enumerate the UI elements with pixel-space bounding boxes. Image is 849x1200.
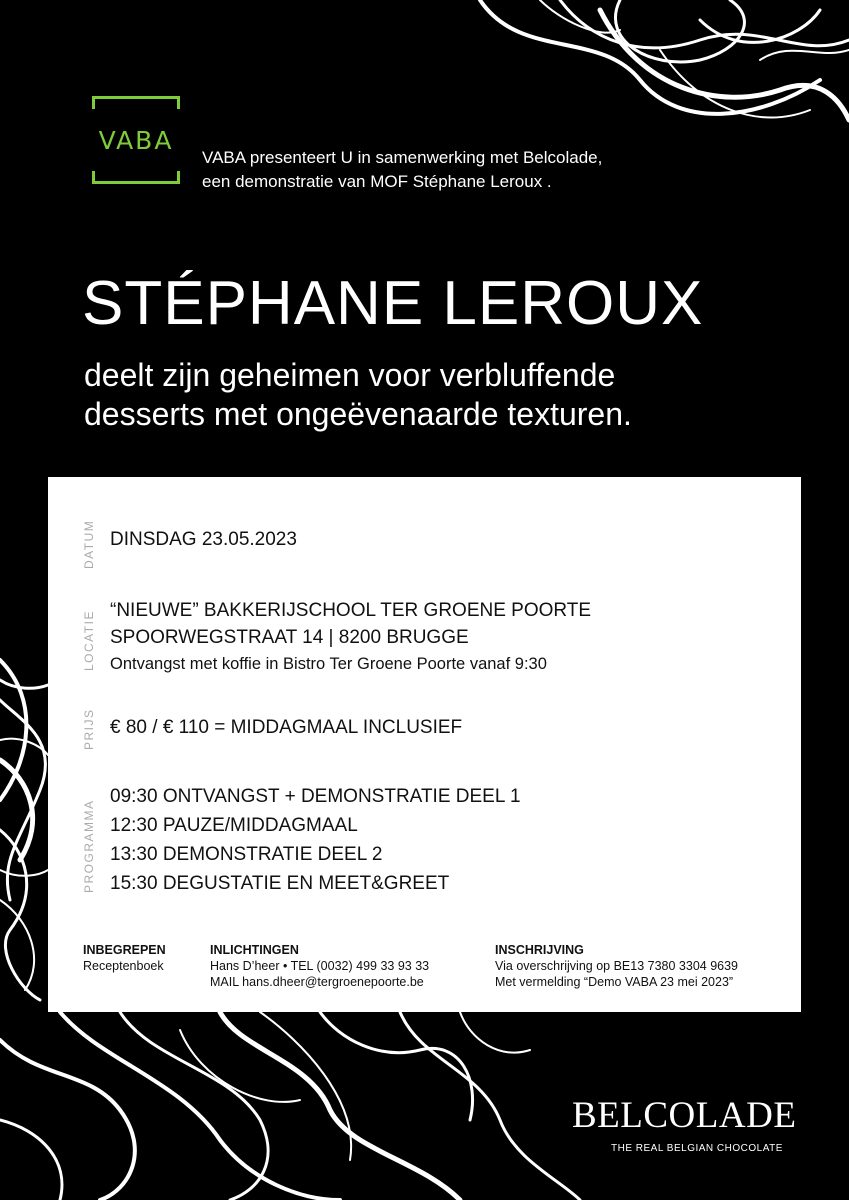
programma-item: 13:30 DEMONSTRATIE DEEL 2: [110, 844, 383, 865]
inlichtingen-title: INLICHTINGEN: [210, 943, 299, 957]
locatie-note: Ontvangst met koffie in Bistro Ter Groene Poorte vanaf 9:30: [110, 655, 547, 673]
inschrijving-line-1: Via overschrijving op BE13 7380 3304 9639: [495, 959, 738, 973]
prijs-label: PRIJS: [82, 708, 96, 750]
inbegrepen-title: INBEGREPEN: [83, 943, 166, 957]
footer-inlichtingen: [210, 942, 429, 990]
datum-value: DINSDAG 23.05.2023: [110, 529, 297, 550]
logo-frame-top: [92, 96, 180, 109]
headline: STÉPHANE LEROUX: [82, 269, 704, 338]
event-details-card: [48, 477, 801, 1012]
subheadline-line-2: desserts met ongeëvenaarde texturen.: [84, 396, 632, 432]
programma-label: PROGRAMMA: [82, 799, 96, 893]
inbegrepen-line-1: Receptenboek: [83, 959, 164, 973]
inlichtingen-line-1: Hans D’heer • TEL (0032) 499 33 93 33: [210, 959, 430, 973]
prijs-value: € 80 / € 110 = MIDDAGMAAL INCLUSIEF: [110, 717, 463, 738]
footer-inbegrepen: [83, 942, 166, 974]
subheadline: [84, 356, 632, 434]
datum-row: [110, 526, 297, 553]
datum-label: DATUM: [82, 519, 96, 569]
belcolade-tagline: THE REAL BELGIAN CHOCOLATE: [611, 1143, 783, 1154]
prijs-row: [110, 714, 462, 741]
logo-text: VABA: [98, 126, 174, 155]
programma-item: 09:30 ONTVANGST + DEMONSTRATIE DEEL 1: [110, 786, 521, 807]
locatie-line-1: “NIEUWE” BAKKERIJSCHOOL TER GROENE POORTE: [110, 600, 592, 621]
programma-item: 15:30 DEGUSTATIE EN MEET&GREET: [110, 873, 450, 894]
vaba-logo: [92, 96, 180, 184]
programma-item: 12:30 PAUZE/MIDDAGMAAL: [110, 815, 358, 836]
locatie-row: [110, 597, 591, 678]
inschrijving-line-2: Met vermelding “Demo VABA 23 mei 2023”: [495, 975, 734, 989]
intro-line-2: een demonstratie van MOF Stéphane Leroux .: [202, 172, 552, 191]
intro-line-1: VABA presenteert U in samenwerking met Belcolade,: [202, 148, 603, 167]
programma-list: [110, 782, 521, 898]
locatie-label: LOCATIE: [82, 610, 96, 671]
inlichtingen-line-2: MAIL hans.dheer@tergroenepoorte.be: [210, 975, 424, 989]
belcolade-logo: BELCOLADE: [572, 1095, 797, 1136]
logo-frame-bottom: [92, 171, 180, 184]
intro-text: [202, 146, 602, 194]
subheadline-line-1: deelt zijn geheimen voor verbluffende: [84, 357, 616, 393]
footer-inschrijving: [495, 942, 738, 990]
locatie-line-2: SPOORWEGSTRAAT 14 | 8200 BRUGGE: [110, 627, 469, 648]
inschrijving-title: INSCHRIJVING: [495, 943, 584, 957]
